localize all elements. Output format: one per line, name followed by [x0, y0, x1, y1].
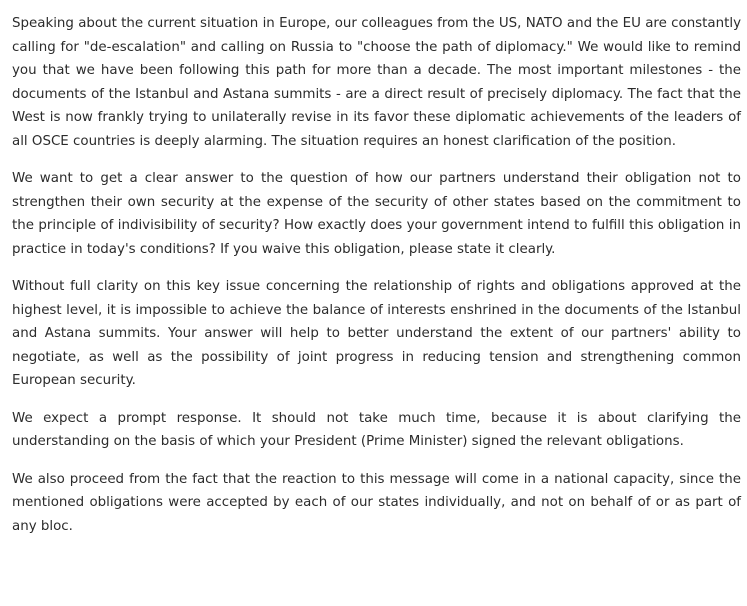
paragraph-2: We want to get a clear answer to the question of how our partners understand their obligation not to strengthen their own security at the expense of the security of other states based on the commitment to the principle of indivisibility of security? How exactly does your government intend to fulfill this obligation in practice in today's conditions? If you waive this obligation, please state it clearly. [12, 171, 741, 257]
paragraph-5: We also proceed from the fact that the reaction to this message will come in a national capacity, since the mentioned obligations were accepted by each of our states individually, and not on behalf of or as part of any bloc. [12, 471, 741, 534]
paragraph-1: Speaking about the current situation in Europe, our colleagues from the US, NATO and the EU are constantly calling for "de-escalation" and calling on Russia to "choose the path of diplomacy." We would like to remind you that we have been following this path for more than a decade. The most important milestones - the documents of the Istanbul and Astana summits - are a direct result of precisely diplomacy. The fact that the West is now frankly trying to unilaterally revise in its favor these diplomatic achievements of the leaders of all OSCE countries is deeply alarming. The situation requires an honest clarification of the position. [12, 16, 741, 149]
paragraph-3: Without full clarity on this key issue concerning the relationship of rights and obligations approved at the highest level, it is impossible to achieve the balance of interests enshrined in the documents of the Istanbul and Astana summits. Your answer will help to better understand the extent of our partners' ability to negotiate, as well as the possibility of joint progress in reducing tension and strengthening common European security. [12, 279, 741, 388]
document-body [12, 12, 741, 552]
paragraph-4: We expect a prompt response. It should not take much time, because it is about clarifying the understanding on the basis of which your President (Prime Minister) signed the relevant obligations. [12, 410, 741, 449]
